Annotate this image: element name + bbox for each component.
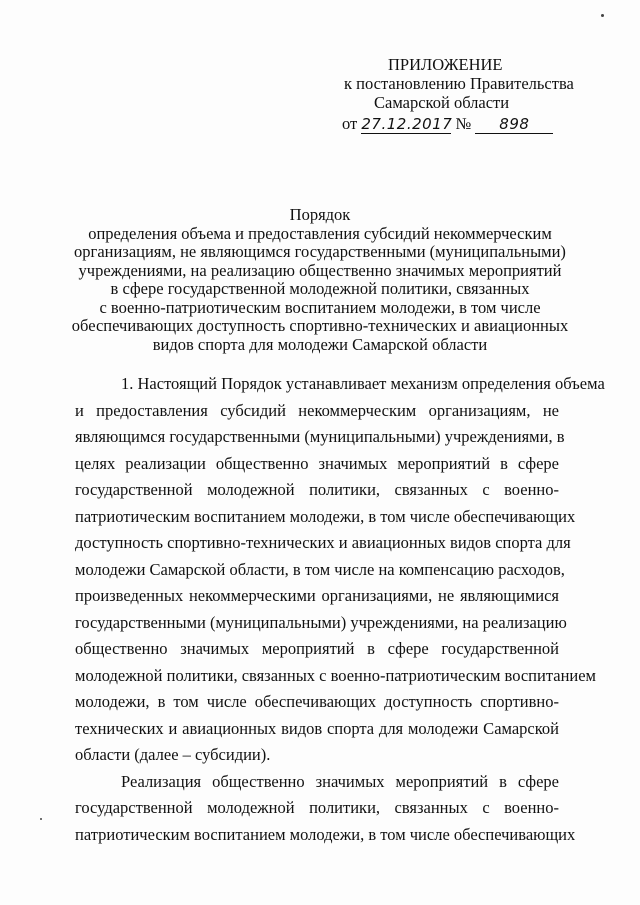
body-line: государственными (муниципальными) учреждениями, на реализацию <box>75 612 567 632</box>
body-line: технических и авиационных видов спорта для молодежи Самарской <box>75 718 559 738</box>
from-label: от <box>342 114 358 133</box>
title-line: видов спорта для молодежи Самарской области <box>152 334 488 354</box>
document-body <box>75 371 605 848</box>
title-line: в сфере государственной молодежной политики, связанных <box>110 279 530 298</box>
body-line: и предоставления субсидий некоммерческим организациям, не <box>75 400 559 420</box>
number-label: № <box>455 114 472 133</box>
body-line: общественно значимых мероприятий в сфере государственной <box>75 639 559 658</box>
body-line: молодежной политики, связанных с военно-патриотическим воспитанием <box>75 665 596 685</box>
body-line: целях реализации общественно значимых мероприятий в сфере <box>75 453 559 473</box>
document-title <box>60 206 580 354</box>
body-line: патриотическим воспитанием молодежи, в том числе обеспечивающих <box>75 824 576 844</box>
body-line: области (далее – субсидии). <box>75 745 271 764</box>
title-line: определения объема и предоставления субсидий некоммерческим <box>88 223 552 243</box>
body-line: произведенных некоммерческими организациями, не являющимися <box>75 586 559 605</box>
body-line: молодежи, в том числе обеспечивающих доступность спортивно- <box>75 692 559 711</box>
appendix-block <box>334 55 594 134</box>
body-line: доступность спортивно-технических и авиационных видов спорта для <box>75 533 571 552</box>
body-line: являющимся государственными (муниципальными) учреждениями, в <box>75 427 565 446</box>
body-line: государственной молодежной политики, связанных с военно- <box>75 798 559 817</box>
title-line: обеспечивающих доступность спортивно-технических и авиационных <box>71 316 569 335</box>
title-line: учреждениями, на реализацию общественно значимых мероприятий <box>78 260 562 280</box>
body-line: патриотическим воспитанием молодежи, в том числе обеспечивающих <box>75 506 576 526</box>
body-line: 1. Настоящий Порядок устанавливает механизм определения объема <box>121 374 605 393</box>
appendix-heading: ПРИЛОЖЕНИЕ <box>388 55 503 74</box>
title-line: Порядок <box>289 205 351 224</box>
appendix-date-number-line <box>334 114 594 134</box>
handwritten-number: 898 <box>475 116 553 134</box>
appendix-resolution-line: к постановлению Правительства <box>344 74 574 93</box>
body-line: молодежи Самарской области, в том числе на компенсацию расходов, <box>75 559 565 579</box>
scan-speck <box>40 818 42 820</box>
body-line: Реализация общественно значимых мероприятий в сфере <box>121 771 559 791</box>
scan-speck <box>601 14 604 17</box>
title-line: с военно-патриотическим воспитанием молодежи, в том числе <box>99 297 541 317</box>
handwritten-date: 27.12.2017 <box>361 115 453 133</box>
appendix-region-line: Самарской области <box>374 93 510 112</box>
body-line: государственной молодежной политики, связанных с военно- <box>75 480 559 499</box>
title-line: организациям, не являющимся государственными (муниципальными) <box>74 242 566 261</box>
